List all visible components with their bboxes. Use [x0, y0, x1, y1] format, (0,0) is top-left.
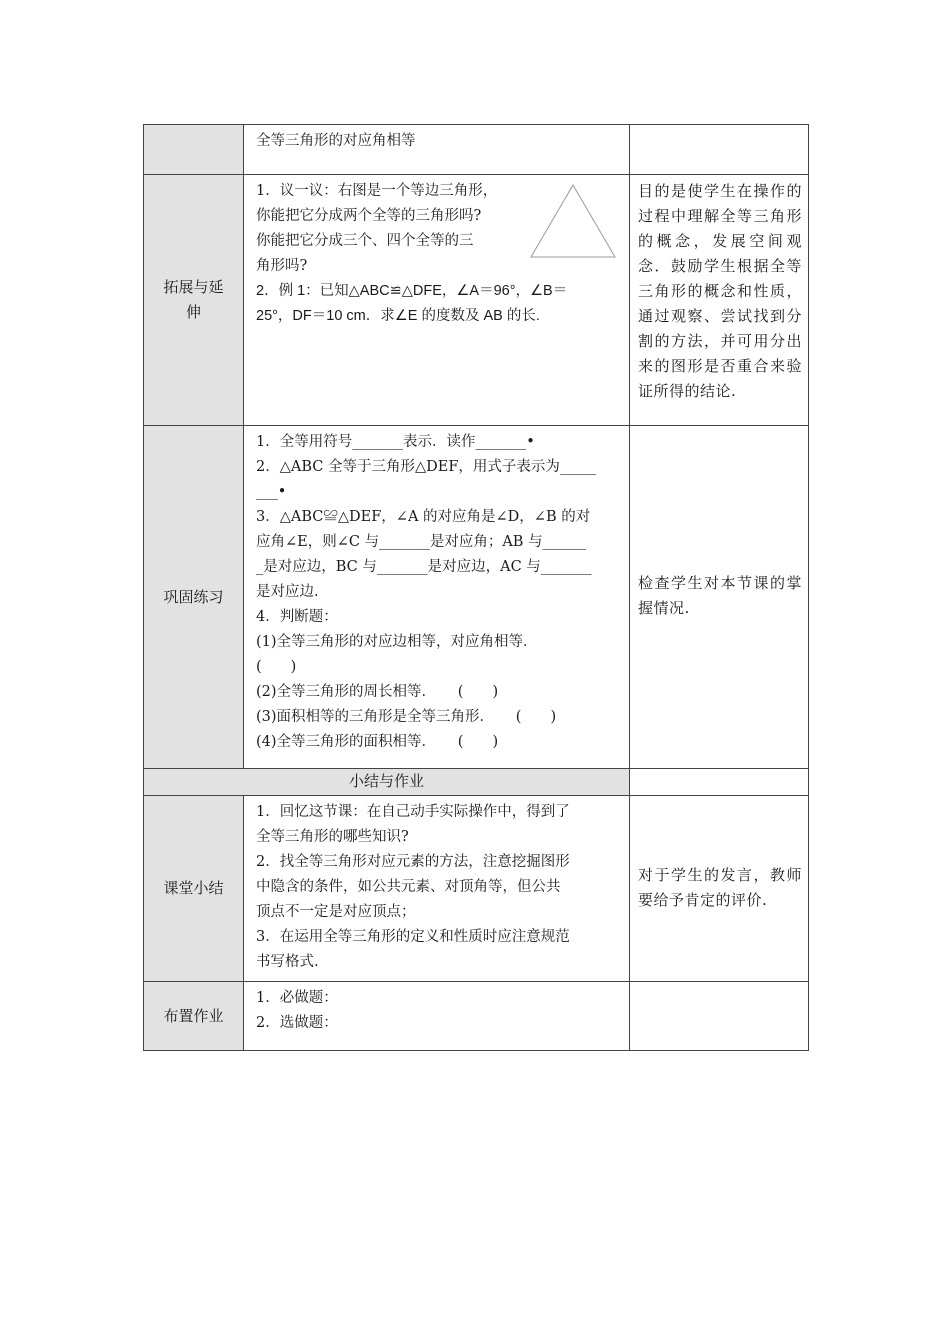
row-label: 课堂小结	[144, 796, 244, 982]
content-line: (3)面积相等的三角形是全等三角形． ( )	[256, 709, 557, 725]
content-line: 全等三角形的哪些知识?	[256, 829, 409, 845]
row-label: 巩固练习	[144, 426, 244, 769]
row-label-empty	[144, 125, 244, 175]
content-line: 应角∠E，则∠C 与_______是对应角；AB 与______	[256, 534, 587, 550]
row-content	[244, 125, 630, 175]
row-label: 布置作业	[144, 982, 244, 1051]
content-line: 顶点不一定是对应顶点；	[256, 904, 416, 920]
content-line: 25°，DF＝10 cm．求∠E 的度数及 AB 的长.	[256, 308, 540, 324]
content-line: 1．必做题：	[256, 990, 338, 1006]
row-note: 目的是使学生在操作的过程中理解全等三角形的概念，发展空间观念．鼓励学生根据全等三角形的概念和性质，通过观察、尝试找到分割的方法，并可用分出来的图形是否重合来验证所得的结论.	[630, 175, 809, 426]
row-note-empty	[630, 769, 809, 796]
content-line: _是对应边，BC 与_______是对应边，AC 与_______	[256, 559, 592, 575]
row-note: 对于学生的发言，教师要给予肯定的评价.	[630, 796, 809, 982]
row-corresponding-angles	[144, 125, 809, 175]
row-note-empty	[630, 125, 809, 175]
row-note: 检查学生对本节课的掌握情况.	[630, 426, 809, 769]
label-line: 拓展与延	[163, 278, 224, 296]
label-line: 伸	[185, 303, 201, 321]
content-line: 全等三角形的对应角相等	[256, 133, 416, 149]
content-line: 书写格式.	[256, 954, 319, 970]
content-line: 1．议一议：右图是一个等边三角形，	[256, 183, 498, 199]
content-line: 2．例 1：已知△ABC≌△DFE，∠A＝96°，∠B＝	[256, 283, 568, 299]
content-line: 1．回忆这节课：在自己动手实际操作中，得到了	[256, 804, 570, 820]
content-line: 角形吗?	[256, 258, 308, 274]
row-content	[244, 982, 630, 1051]
content-line: 2．△ABC 全等于三角形△DEF，用式子表示为_____	[256, 459, 597, 475]
content-line: ( )	[256, 659, 297, 675]
content-line: 3．在运用全等三角形的定义和性质时应注意规范	[256, 929, 570, 945]
row-practice	[144, 426, 809, 769]
lesson-plan-table	[143, 124, 809, 1051]
row-content	[244, 796, 630, 982]
content-line: 2．选做题：	[256, 1015, 338, 1031]
content-line: 3．△ABC≌△DEF，∠A 的对应角是∠D，∠B 的对	[256, 509, 591, 525]
section-header: 小结与作业	[144, 769, 630, 796]
equilateral-triangle-figure	[527, 181, 619, 261]
content-line: 2．找全等三角形对应元素的方法，注意挖掘图形	[256, 854, 570, 870]
content-line: 中隐含的条件，如公共元素、对顶角等，但公共	[256, 879, 561, 895]
row-label	[144, 175, 244, 426]
content-line: (4)全等三角形的面积相等． ( )	[256, 734, 499, 750]
content-line: 1．全等用符号_______表示．读作_______•	[256, 434, 535, 450]
content-line: (2)全等三角形的周长相等． ( )	[256, 684, 499, 700]
row-content	[244, 426, 630, 769]
content-line: ___•	[256, 484, 287, 500]
row-content	[244, 175, 630, 426]
content-line: 你能把它分成三个、四个全等的三	[256, 233, 474, 249]
content-line: 你能把它分成两个全等的三角形吗?	[256, 208, 482, 224]
row-note-empty	[630, 982, 809, 1051]
row-homework	[144, 982, 809, 1051]
content-line: 是对应边.	[256, 584, 319, 600]
row-summary-header	[144, 769, 809, 796]
content-line: 4．判断题：	[256, 609, 338, 625]
row-class-summary	[144, 796, 809, 982]
content-line: (1)全等三角形的对应边相等，对应角相等．	[256, 634, 538, 650]
row-extension	[144, 175, 809, 426]
